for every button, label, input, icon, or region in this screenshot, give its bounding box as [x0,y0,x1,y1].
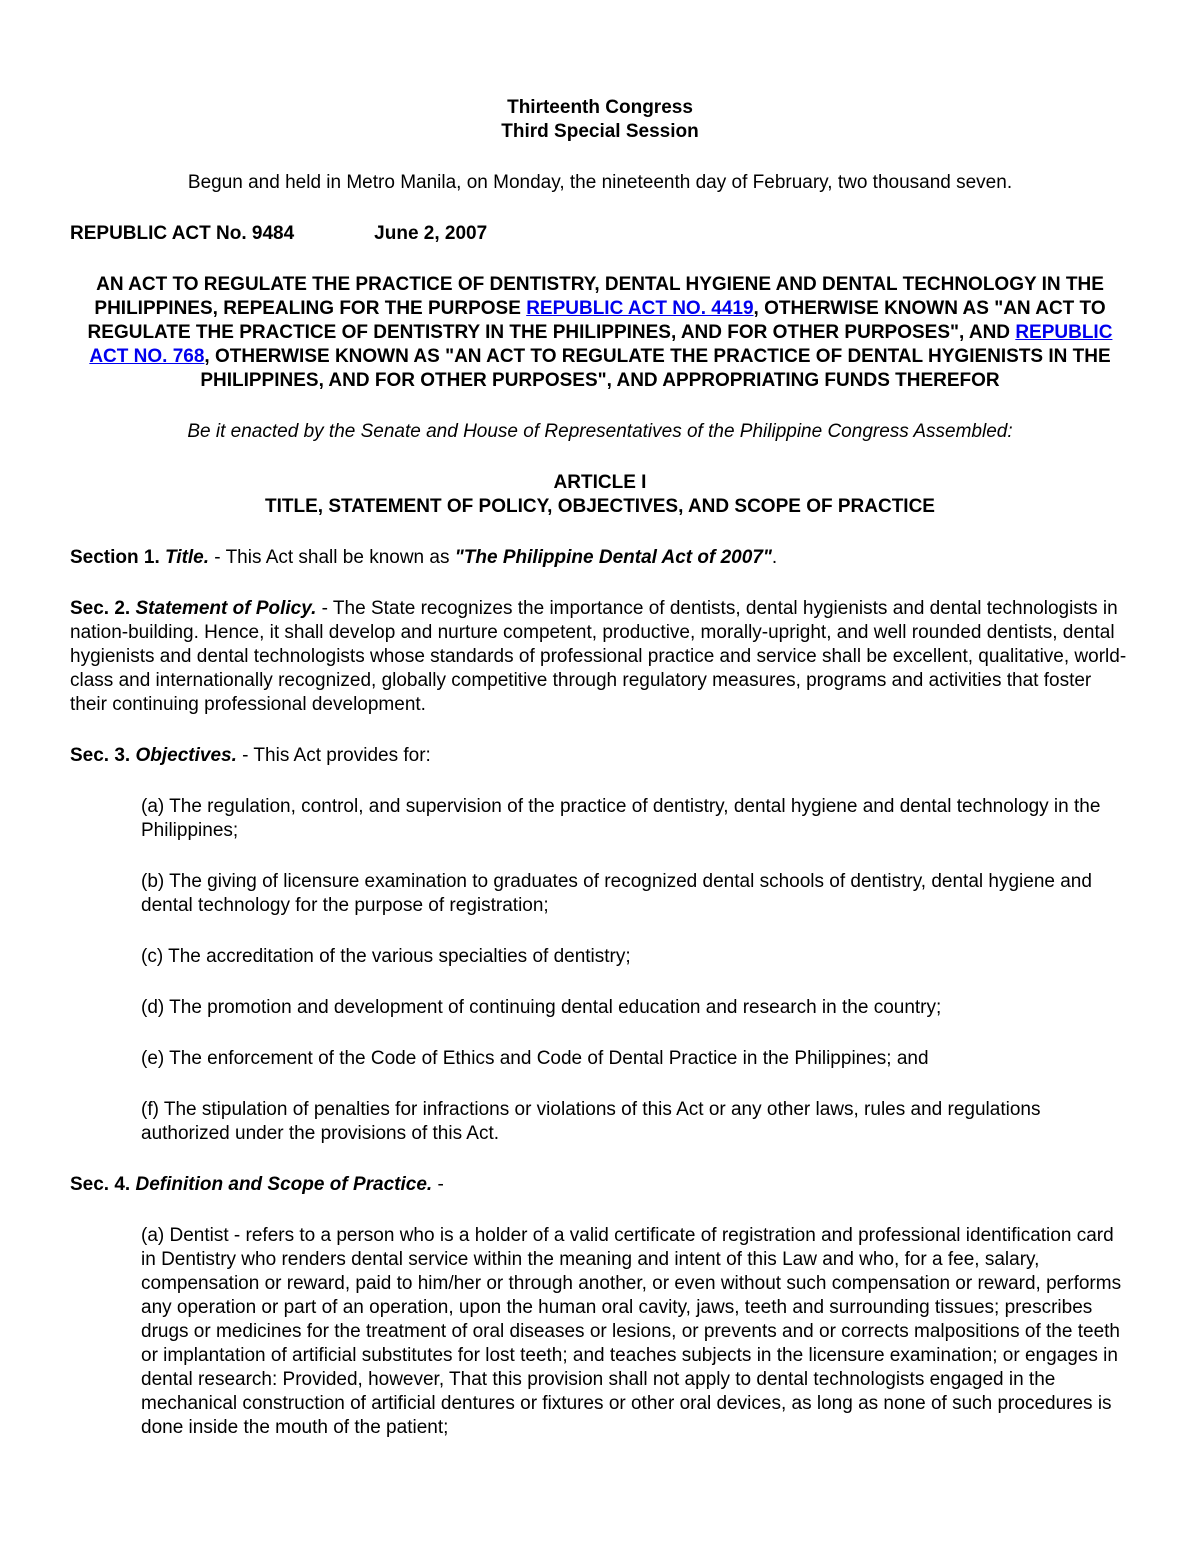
objective-item: (f) The stipulation of penalties for infractions or violations of this Act or any other laws, rules and regulations authorized under the provisions of this Act. [141,1099,1041,1144]
section-4-text: - [432,1174,444,1195]
objective-item: (b) The giving of licensure examination to graduates of recognized dental schools of dentistry, dental hygiene and dental technology for the purpose of registration; [141,871,1092,916]
ra-768-link[interactable]: REPUBLIC ACT NO. 768 [89,322,1113,367]
section-2 [70,597,1130,717]
section-3-title: Objectives. [135,745,237,766]
congress-header [70,96,1130,144]
act-number: REPUBLIC ACT No. 9484 [70,223,295,244]
section-1-act-name: "The Philippine Dental Act of 2007" [454,547,772,568]
section-1-label: Section 1. [70,547,160,568]
ra-4419-link[interactable]: REPUBLIC ACT NO. 4419 [526,298,754,319]
act-number-line [70,222,1130,246]
article-title: TITLE, STATEMENT OF POLICY, OBJECTIVES, AND SCOPE OF PRACTICE [265,496,935,517]
session-name: Third Special Session [501,121,699,142]
congress-name: Thirteenth Congress [507,97,693,118]
objective-item: (a) The regulation, control, and supervision of the practice of dentistry, dental hygiene and dental technology in the Philippines; [141,796,1101,841]
act-date: June 2, 2007 [374,223,488,244]
article-heading [70,471,1130,519]
act-title [70,273,1130,393]
section-4 [70,1173,1130,1197]
section-2-label: Sec. 2. [70,598,131,619]
enacting-clause: Be it enacted by the Senate and House of Representatives of the Philippine Congress Assembled: [187,421,1013,442]
section-4-title: Definition and Scope of Practice. [135,1174,433,1195]
section-3-text: - This Act provides for: [236,745,431,766]
section-3-label: Sec. 3. [70,745,131,766]
section-1-title: Title. [165,547,210,568]
objective-item: (e) The enforcement of the Code of Ethics and Code of Dental Practice in the Philippines; and [141,1048,929,1069]
article-number: ARTICLE I [553,472,647,493]
section-2-text: - The State recognizes the importance of dentists, dental hygienists and dental technologists in nation-building. Hence, it shall develop and nurture competent, productive, morally-upright, and well rounded dentists, dental hygienists and dental technologists whose standards of professional practice and service shall be excellent, qualitative, world-class and internationally recognized, globally competitive through regulatory measures, programs and activities that foster their continuing professional development. [70,598,1127,715]
section-3 [70,744,1130,768]
section-1 [70,546,1130,570]
section-4-label: Sec. 4. [70,1174,131,1195]
section-2-title: Statement of Policy. [135,598,317,619]
definition-item: (a) Dentist - refers to a person who is a holder of a valid certificate of registration and professional identification card in Dentistry who renders dental service within the meaning and intent of this Law and who, for a fee, salary, compensation or reward, paid to him/her or through another, or even without such compensation or reward, performs any operation or part of an operation, upon the human oral cavity, jaws, teeth and surrounding tissues; prescribes drugs or medicines for the treatment of oral diseases or lesions, or prevents and or corrects malpositions of the teeth or implantation of artificial substitutes for lost teeth; and teaches subjects in the licensure examination; or engages in dental research: Provided, however, That this provision shall not apply to dental technologists engaged in the mechanical construction of artificial dentures or fixtures or other oral devices, as long as none of such procedures is done inside the mouth of the patient; [141,1225,1122,1438]
objective-item: (d) The promotion and development of continuing dental education and research in the country; [141,997,942,1018]
act-title-part3: , OTHERWISE KNOWN AS "AN ACT TO REGULATE THE PRACTICE OF DENTAL HYGIENISTS IN THE PHILIPPINES, AND FOR OTHER PURPOSES", AND APPROPRIATING FUNDS THEREFOR [200,346,1111,391]
section-1-end: . [771,547,778,568]
act-title-part2: , OTHERWISE KNOWN AS "AN ACT TO REGULATE THE PRACTICE OF DENTISTRY IN THE PHILIPPINES, AND FOR OTHER PURPOSES", AND [87,298,1106,343]
objective-item: (c) The accreditation of the various specialties of dentistry; [141,946,631,967]
begun-statement: Begun and held in Metro Manila, on Monday, the nineteenth day of February, two thousand seven. [187,172,1013,193]
section-1-text: - This Act shall be known as [209,547,455,568]
act-title-part1: AN ACT TO REGULATE THE PRACTICE OF DENTISTRY, DENTAL HYGIENE AND DENTAL TECHNOLOGY IN THE PHILIPPINES, REPEALING FOR THE PURPOSE [94,274,1104,319]
